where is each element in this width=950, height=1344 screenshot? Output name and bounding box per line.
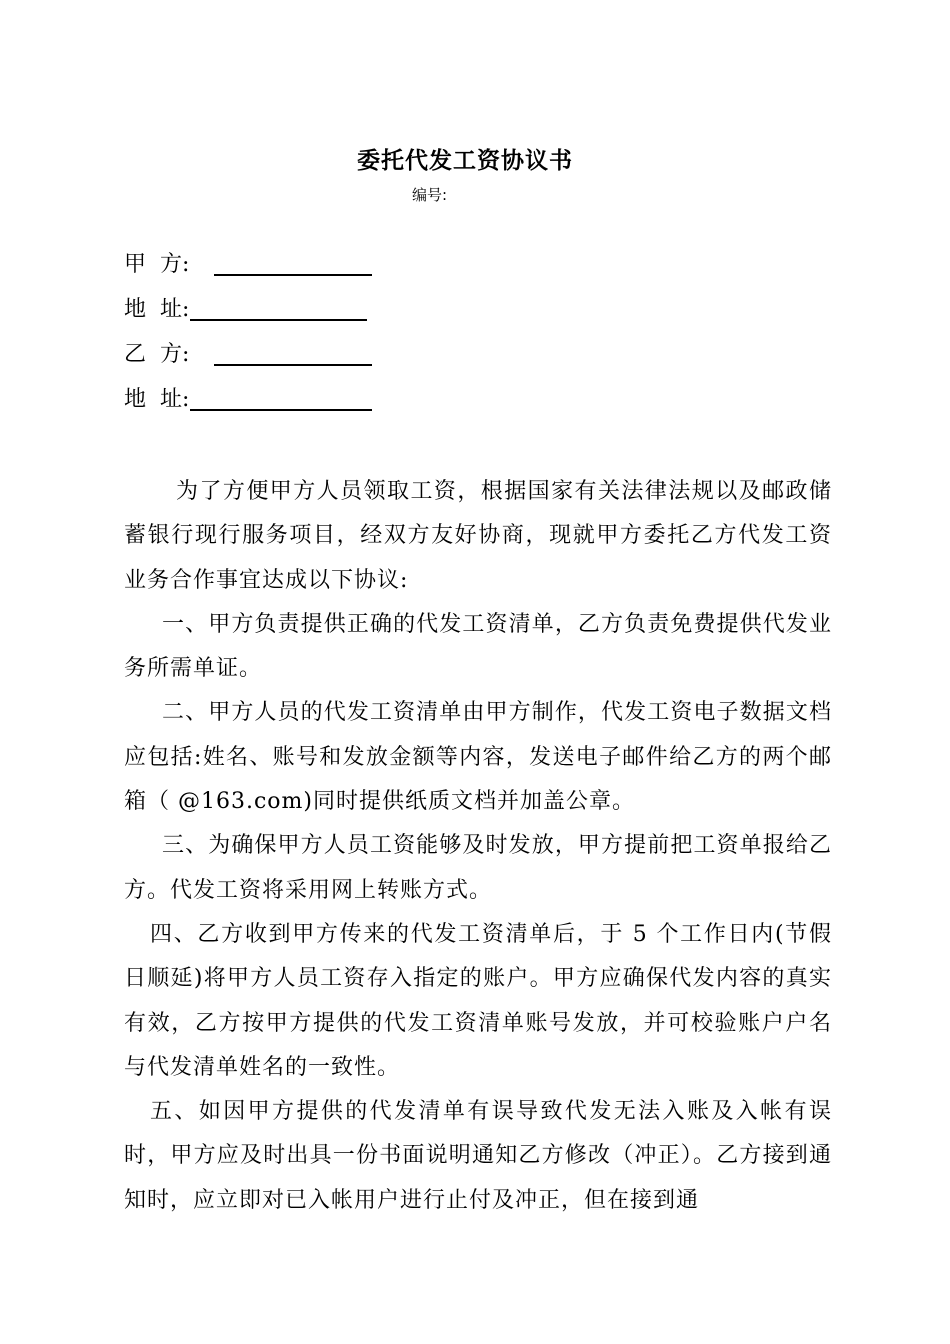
party-b-address-label: 地 址: [124, 387, 190, 412]
party-a-label: 甲 方: [124, 252, 190, 277]
party-b-address-row [124, 385, 372, 415]
party-a-blank [214, 254, 372, 276]
paragraph-clause-5: 五、如因甲方提供的代发清单有误导致代发无法入账及入帐有误时，甲方应及时出具一份书面说明通知乙方修改（冲正）。乙方接到通知时，应立即对已入帐用户进行止付及冲正，但在接到通 [124, 1099, 832, 1213]
paragraph-preamble: 为了方便甲方人员领取工资，根据国家有关法律法规以及邮政储蓄银行现行服务项目，经双方友好协商，现就甲方委托乙方代发工资业务合作事宜达成以下协议: [124, 479, 832, 593]
party-a-row [124, 250, 372, 280]
paragraph-clause-4: 四、乙方收到甲方传来的代发工资清单后，于 5 个工作日内(节假日顺延)将甲方人员工资存入指定的账户。甲方应确保代发内容的真实有效，乙方按甲方提供的代发工资清单账号发放，并可校验账户户名与代发清单姓名的一致性。 [124, 921, 832, 1080]
party-a-address-label: 地 址: [124, 297, 190, 322]
agreement-body [124, 470, 832, 1223]
paragraph-clause-1: 一、甲方负责提供正确的代发工资清单，乙方负责免费提供代发业务所需单证。 [124, 611, 832, 682]
document-title: 委托代发工资协议书 [357, 148, 573, 174]
paragraph-clause-2: 二、甲方人员的代发工资清单由甲方制作，代发工资电子数据文档应包括:姓名、账号和发放金额等内容，发送电子邮件给乙方的两个邮箱（ @163.com)同时提供纸质文档并加盖公章。 [124, 700, 832, 815]
party-b-address-blank [190, 389, 372, 411]
party-a-address-row [124, 295, 367, 325]
document-number-label: 编号: [412, 186, 448, 204]
party-b-blank [214, 344, 372, 366]
party-b-row [124, 340, 372, 370]
party-a-address-blank [190, 299, 367, 321]
paragraph-clause-3: 三、为确保甲方人员工资能够及时发放，甲方提前把工资单报给乙方。代发工资将采用网上转账方式。 [124, 833, 832, 903]
party-b-label: 乙 方: [124, 342, 190, 367]
